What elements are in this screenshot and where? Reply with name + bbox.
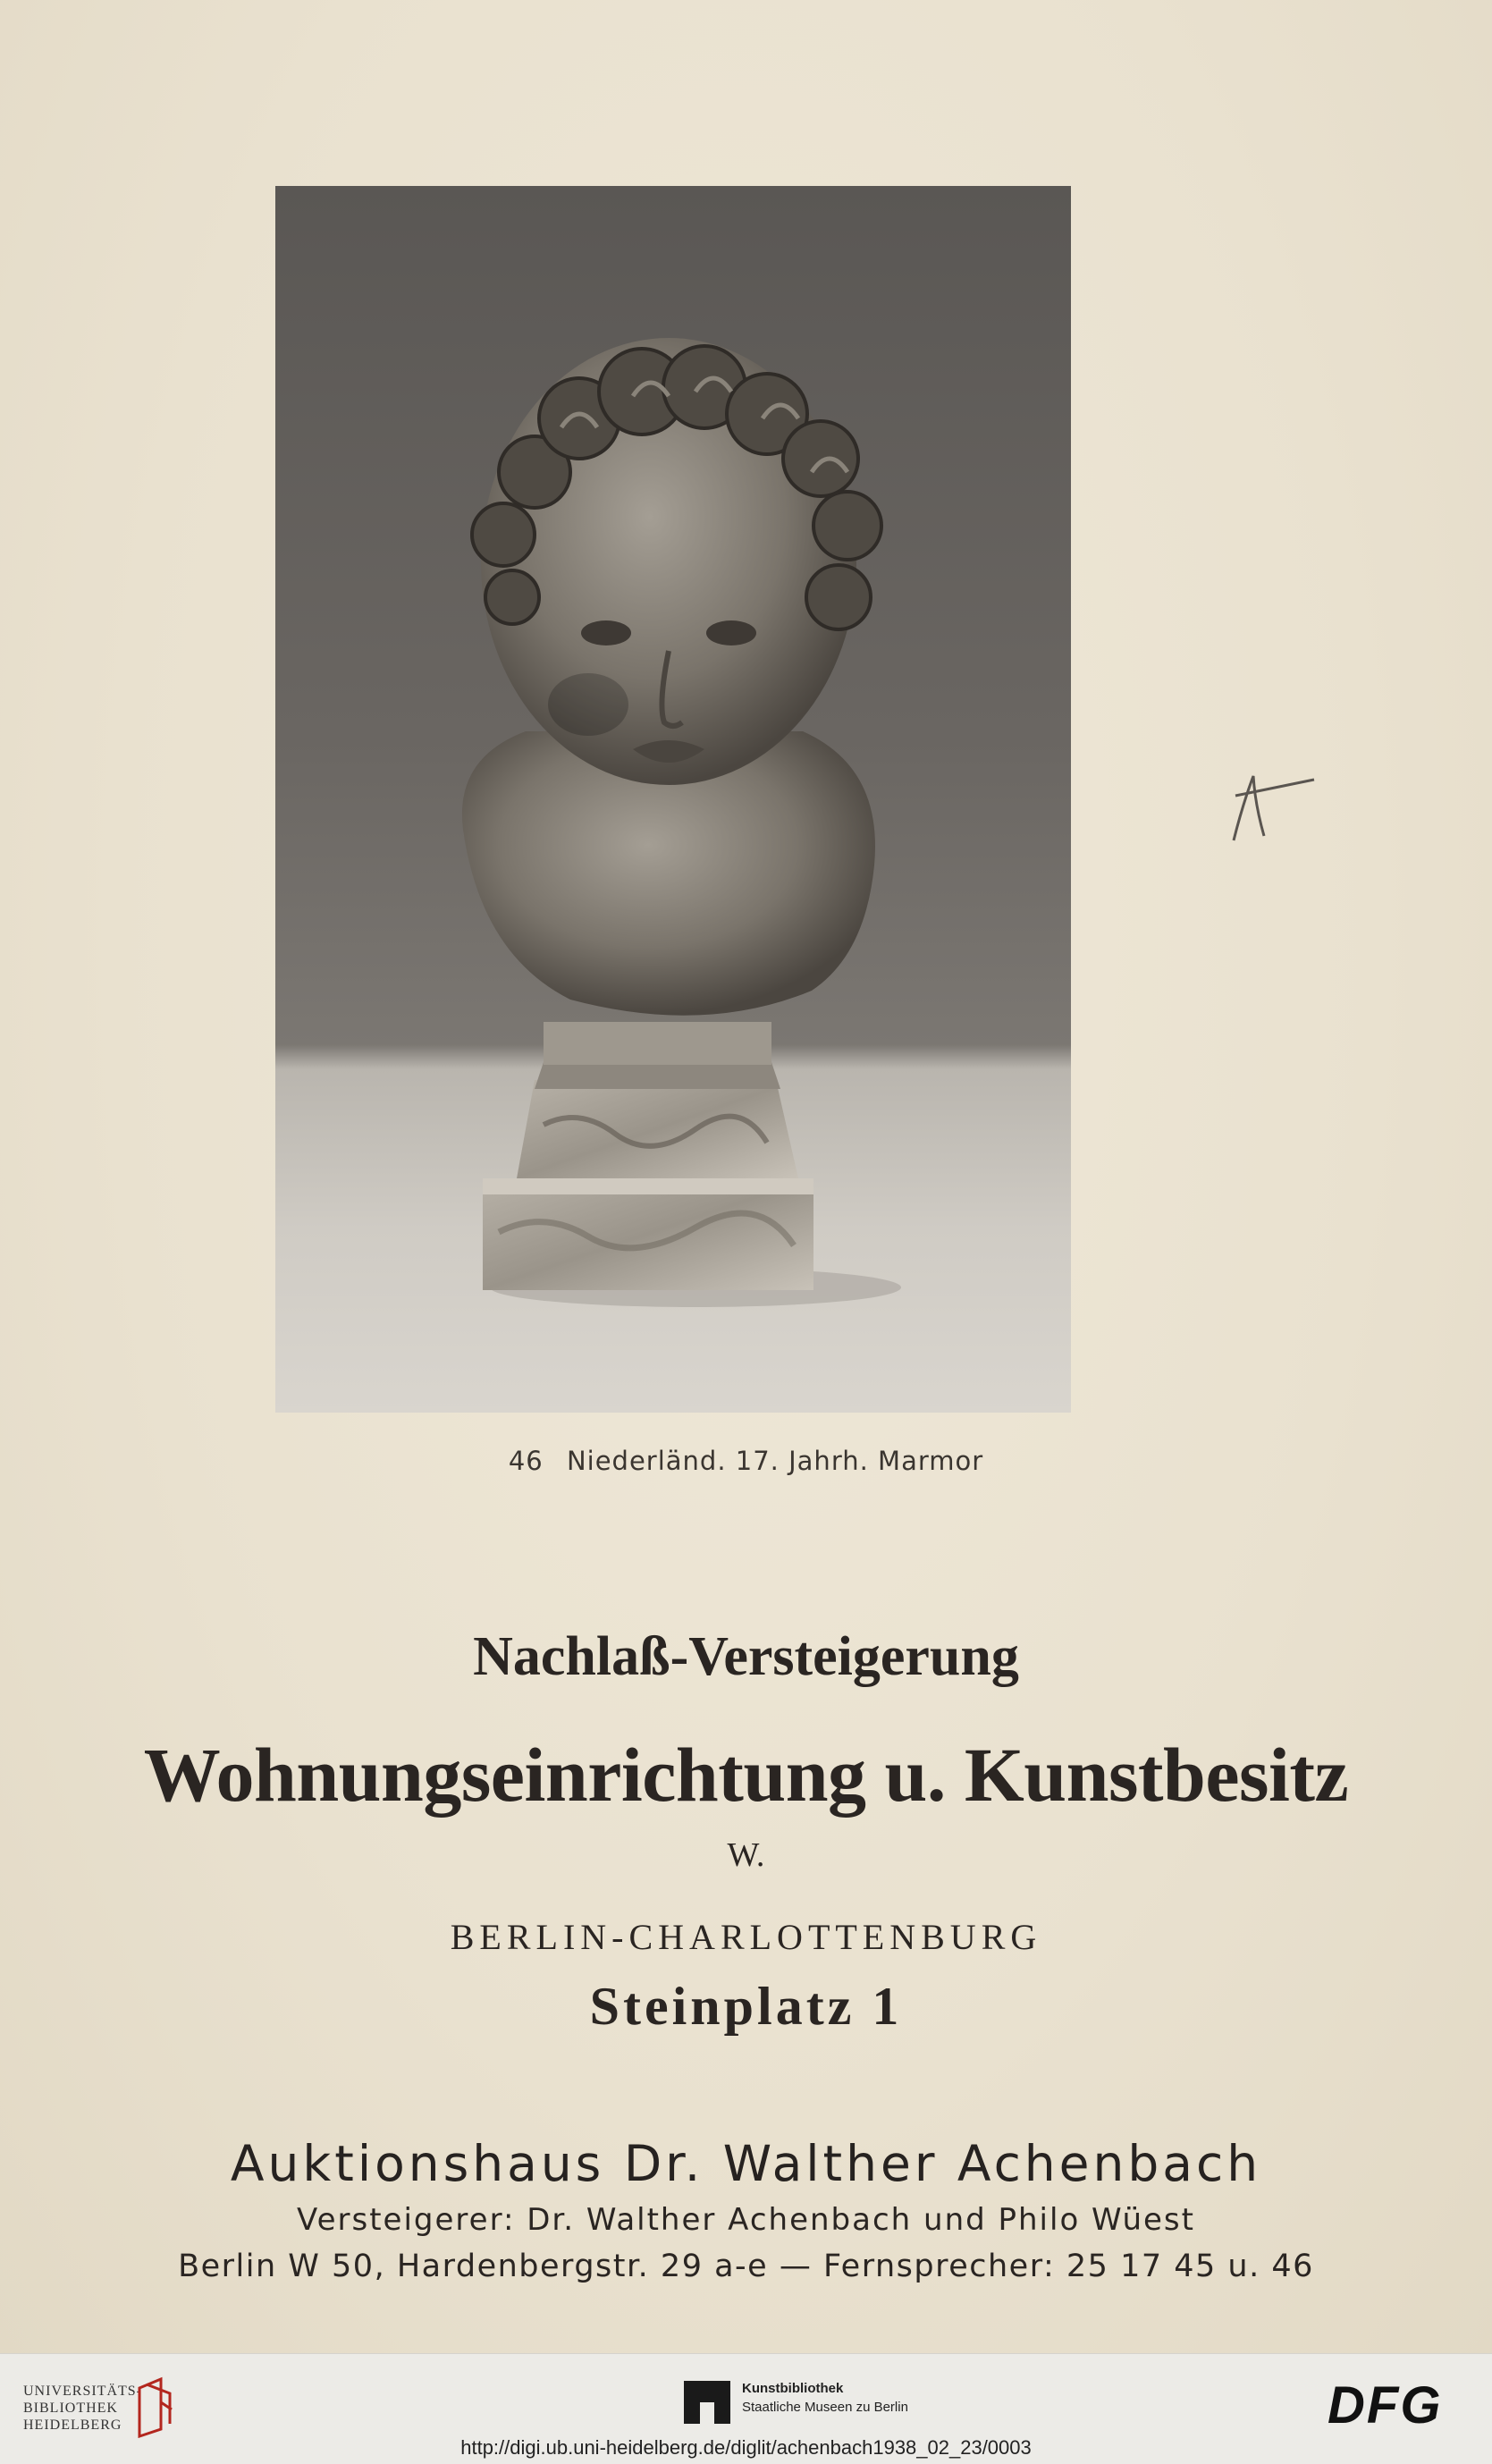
footer-bar	[0, 2353, 1492, 2464]
permalink-url[interactable]: http://digi.ub.uni-heidelberg.de/diglit/achenbach1938_02_23/0003	[460, 2436, 1032, 2459]
caption-text: Niederländ. 17. Jahrh. Marmor	[566, 1446, 984, 1476]
kunstbibliothek-label[interactable]: Kunstbibliothek Staatliche Museen zu Berlin	[742, 2381, 908, 2415]
contact-line: Berlin W 50, Hardenbergstr. 29 a-e — Fernsprecher: 25 17 45 u. 46	[178, 2249, 1314, 2284]
city-line: BERLIN-CHARLOTTENBURG	[450, 1917, 1042, 1957]
caption-number: 46	[508, 1446, 544, 1476]
address-line: Steinplatz 1	[589, 1977, 903, 2036]
auction-title: Wohnungseinrichtung u. Kunstbesitz	[143, 1732, 1349, 1818]
photo-caption	[0, 1446, 1492, 1476]
auction-house-name: Auktionshaus Dr. Walther Achenbach	[230, 2135, 1262, 2192]
dfg-logo[interactable]: DFG	[1328, 2376, 1443, 2434]
pencil-mark-icon	[1225, 751, 1323, 849]
bust-photograph	[275, 186, 1071, 1413]
marble-bust-image	[275, 186, 1071, 1413]
ub-heidelberg-logo-icon[interactable]	[134, 2375, 175, 2438]
kunstbibliothek-logo-icon[interactable]	[684, 2381, 730, 2424]
library-name[interactable]: UNIVERSITÄTS- BIBLIOTHEK HEIDELBERG	[23, 2384, 142, 2433]
auction-type-heading: Nachlaß-Versteigerung	[473, 1626, 1019, 1687]
auctioneers-line: Versteigerer: Dr. Walther Achenbach und Philo Wüest	[297, 2202, 1195, 2238]
owner-initial: W.	[727, 1836, 765, 1874]
